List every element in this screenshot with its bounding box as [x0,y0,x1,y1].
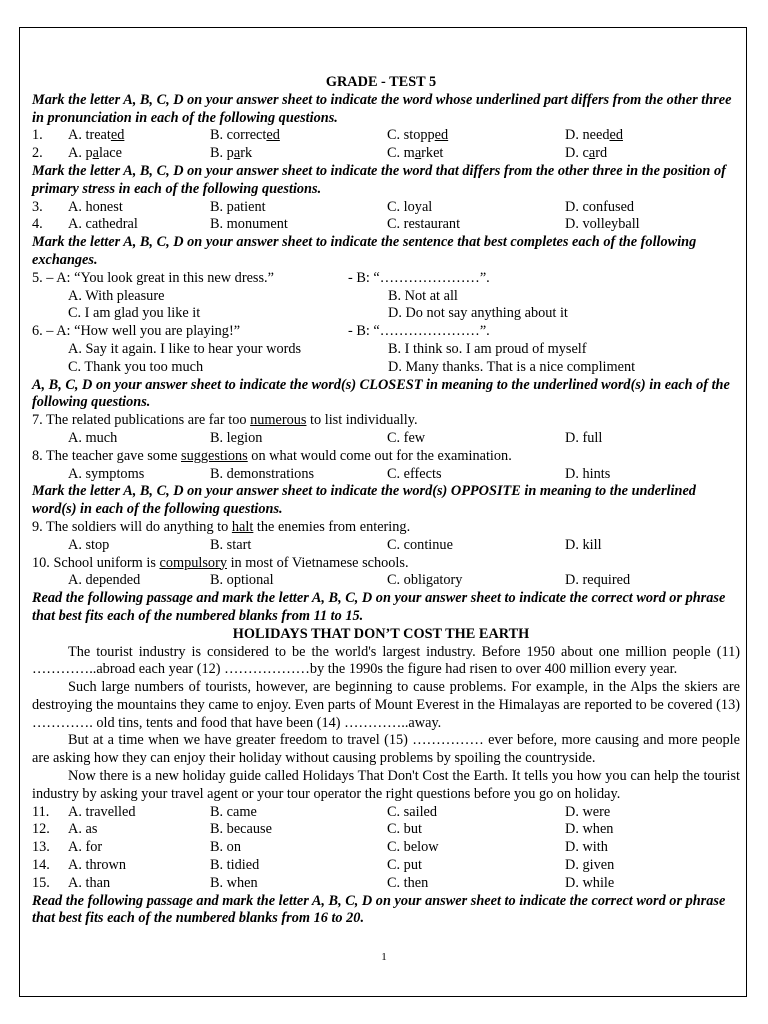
option-d[interactable]: D. given [565,857,615,874]
option-b[interactable]: B. on [210,839,241,856]
question-6-dialogue [32,323,740,341]
instruction-closest: A, B, C, D on your answer sheet to indicate the word(s) CLOSEST in meaning to the underlined word(s) in each of the following questions. [32,376,730,411]
option-d[interactable]: D. Many thanks. That is a nice compliment [388,358,636,375]
option-c[interactable]: C. continue [387,536,453,553]
option-b[interactable]: B. start [210,536,252,553]
option-b[interactable]: B. monument [210,216,288,233]
question-13 [32,839,740,857]
option-a[interactable]: A. cathedral [68,216,138,233]
passage-paragraph-1: The tourist industry is considered to be the world's largest industry. Before 1950 about one million people (11) …………..abroad each year (12) ………………by the 1990s the figure had risen to over 400 million every year. [32,643,740,678]
option-b[interactable]: B. Not at all [388,287,458,304]
instruction-pronunciation: Mark the letter A, B, C, D on your answer sheet to indicate the word whose underlined part differs from the other three in pronunciation in each of the following questions. [32,91,732,126]
question-2 [32,145,740,163]
underlined-word: suggestions [181,447,248,464]
option-d[interactable]: D. when [565,821,614,838]
option-a[interactable]: A. With pleasure [68,287,165,304]
question-8-options [32,466,740,484]
option-a[interactable]: A. honest [68,198,123,215]
option-b[interactable]: B. optional [210,572,274,589]
option-d[interactable]: D. required [565,572,631,589]
question-8-stem: 8. The teacher gave some suggestions on what would come out for the examination. [32,447,512,464]
option-d[interactable]: D. hints [565,465,611,482]
question-6-options-row1 [32,341,740,359]
option-c[interactable]: C. stopped [387,127,449,144]
instruction-passage-2: Read the following passage and mark the letter A, B, C, D on your answer sheet to indicate the correct word or phrase that best fits each of the numbered blanks from 16 to 20. [32,892,726,927]
option-c[interactable]: C. Thank you too much [68,358,204,375]
option-a[interactable]: A. symptoms [68,465,145,482]
option-d[interactable]: D. volleyball [565,216,640,233]
question-5-dialogue [32,270,740,288]
question-15 [32,875,740,893]
underlined-word: numerous [250,412,307,429]
page-number: 1 [381,951,387,963]
dialogue-prompt: 6. – A: “How well you are playing!” [32,323,241,340]
question-3 [32,199,740,217]
question-number: 11. [32,803,50,820]
option-c[interactable]: C. few [387,429,426,446]
option-a[interactable]: A. palace [68,145,122,162]
option-a[interactable]: A. depended [68,572,141,589]
option-a[interactable]: A. Say it again. I like to hear your words [68,340,302,357]
option-d[interactable]: D. kill [565,536,602,553]
option-d[interactable]: D. were [565,803,611,820]
question-14 [32,857,740,875]
question-9-stem: 9. The soldiers will do anything to halt the enemies from entering. [32,518,411,535]
option-c[interactable]: C. obligatory [387,572,463,589]
option-c[interactable]: C. effects [387,465,442,482]
option-c[interactable]: C. but [387,821,422,838]
passage-paragraph-4: Now there is a new holiday guide called Holidays That Don't Cost the Earth. It tells you how you can help the tourist industry by asking your travel agent or your tour operator the right questions before you go on holiday. [32,768,740,802]
question-9-options [32,537,740,555]
option-a[interactable]: A. for [68,839,103,856]
question-7-options [32,430,740,448]
option-c[interactable]: C. loyal [387,198,433,215]
passage-title: HOLIDAYS THAT DON’T COST THE EARTH [232,625,530,642]
option-a[interactable]: A. much [68,429,118,446]
question-number: 3. [32,198,43,215]
option-c[interactable]: C. sailed [387,803,438,820]
option-b[interactable]: B. tidied [210,857,260,874]
option-d[interactable]: D. card [565,145,608,162]
instruction-exchanges: Mark the letter A, B, C, D on your answer sheet to indicate the sentence that best completes each of the following exchanges. [32,234,697,268]
question-12 [32,821,740,839]
option-a[interactable]: A. travelled [68,803,136,820]
option-a[interactable]: A. as [68,821,98,838]
dialogue-reply: - B: “…………………”. [348,269,490,286]
question-4 [32,216,740,234]
dialogue-prompt: 5. – A: “You look great in this new dress.” [32,269,274,286]
option-b[interactable]: B. legion [210,429,263,446]
question-number: 4. [32,216,43,233]
option-c[interactable]: C. I am glad you like it [68,305,201,322]
option-b[interactable]: B. because [210,821,272,838]
option-d[interactable]: D. with [565,839,608,856]
question-6-options-row2 [32,359,740,377]
passage-paragraph-2: Such large numbers of tourists, however, are beginning to cause problems. For example, in the Alps the skiers are destroying the mountains they came to enjoy. Even parts of Mount Everest in the Himalayas are reported to be covered (13) …………. old tins, tents and food that have been (14) …………..away. [32,679,740,731]
option-b[interactable]: B. demonstrations [210,465,315,482]
option-b[interactable]: B. park [210,145,253,162]
option-b[interactable]: B. I think so. I am proud of myself [388,340,587,357]
question-10-stem: 10. School uniform is compulsory in most of Vietnamese schools. [32,554,409,571]
question-7-stem: 7. The related publications are far too numerous to list individually. [32,412,418,429]
question-5-options-row2 [32,305,740,323]
underlined-word: compulsory [159,554,227,571]
instruction-opposite: Mark the letter A, B, C, D on your answer sheet to indicate the word(s) OPPOSITE in meaning to the underlined word(s) in each of the following questions. [32,483,696,518]
option-a[interactable]: A. than [68,874,111,891]
option-a[interactable]: A. thrown [68,857,126,874]
page-title: GRADE - TEST 5 [325,74,437,90]
question-number: 2. [32,145,43,162]
passage-paragraph-3: But at a time when we have greater freedom to travel (15) …………… ever before, more causing and more people are asking how they can enjoy their holiday without causing problems by spoiling the countryside. [32,732,740,767]
underlined-word: halt [231,518,254,535]
option-c[interactable]: C. below [387,839,439,856]
option-d[interactable]: D. full [565,429,603,446]
option-d[interactable]: D. Do not say anything about it [388,305,568,322]
option-c[interactable]: C. market [387,145,444,162]
question-number: 14. [32,857,50,874]
question-number: 15. [32,874,50,891]
option-c[interactable]: C. put [387,857,422,874]
option-a[interactable]: A. treated [68,127,125,144]
document-body [32,74,740,928]
question-11 [32,804,740,822]
option-a[interactable]: A. stop [68,536,110,553]
question-1 [32,127,740,145]
option-b[interactable]: B. came [210,803,257,820]
option-d[interactable]: D. needed [565,127,623,144]
instruction-passage-1: Read the following passage and mark the letter A, B, C, D on your answer sheet to indicate the correct word or phrase that best fits each of the numbered blanks from 11 to 15. [32,590,726,624]
option-c[interactable]: C. restaurant [387,216,461,233]
dialogue-reply: - B: “…………………”. [348,323,490,340]
question-number: 1. [32,127,43,144]
option-d[interactable]: D. confused [565,198,635,215]
option-b[interactable]: B. corrected [210,127,280,144]
option-c[interactable]: C. then [387,874,429,891]
question-number: 13. [32,839,50,856]
option-b[interactable]: B. patient [210,198,266,215]
option-d[interactable]: D. while [565,874,615,891]
question-5-options-row1 [32,288,740,306]
question-number: 12. [32,821,50,838]
question-10-options [32,572,740,590]
option-b[interactable]: B. when [210,874,258,891]
instruction-stress: Mark the letter A, B, C, D on your answer sheet to indicate the word that differs from the other three in the position of primary stress in each of the following questions. [32,162,726,197]
